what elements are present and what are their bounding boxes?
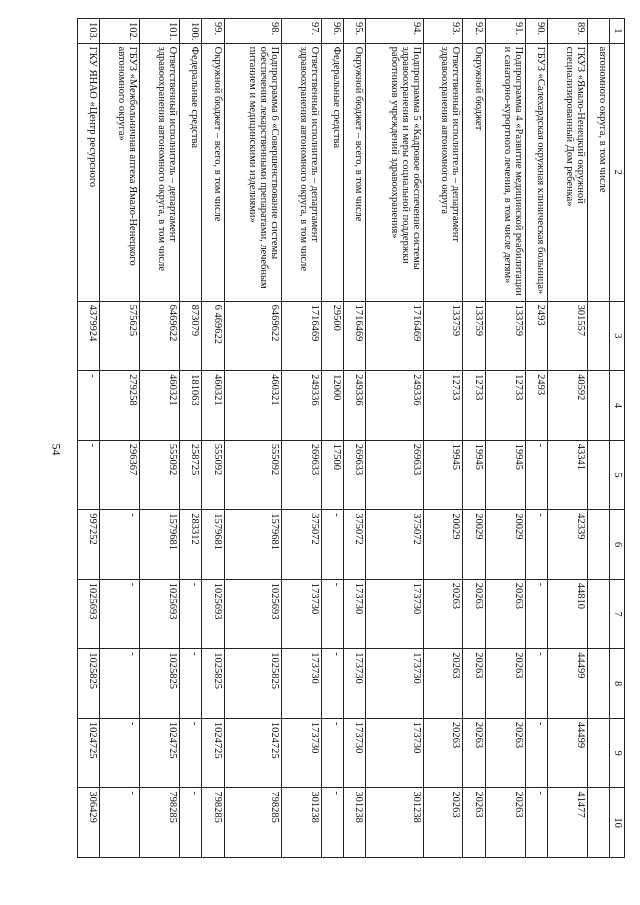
value-cell: 555092 xyxy=(140,440,180,510)
table-row xyxy=(366,19,423,858)
value-cell: 1025693 xyxy=(224,579,281,649)
value-cell: 20263 xyxy=(423,718,463,788)
value-cell: - xyxy=(321,579,343,649)
value-cell xyxy=(587,788,609,858)
column-header: 10 xyxy=(610,788,625,858)
value-cell: 258725 xyxy=(180,440,202,510)
value-cell: 279258 xyxy=(100,371,140,441)
value-cell: - xyxy=(100,788,140,858)
value-cell: 2493 xyxy=(525,301,547,371)
value-cell: 1025693 xyxy=(78,579,100,649)
value-cell: - xyxy=(100,718,140,788)
value-cell: 20263 xyxy=(423,649,463,719)
value-cell: 6469622 xyxy=(140,301,180,371)
value-cell: 1025693 xyxy=(202,579,224,649)
column-header: 1 xyxy=(610,19,625,44)
value-cell: 375072 xyxy=(344,510,366,580)
value-cell: 460321 xyxy=(224,371,281,441)
value-cell: 173730 xyxy=(281,649,321,719)
value-cell: - xyxy=(525,788,547,858)
row-number: 103. xyxy=(78,19,100,44)
column-header: 8 xyxy=(610,649,625,719)
value-cell: 173730 xyxy=(366,649,423,719)
value-cell: 43341 xyxy=(547,440,587,510)
value-cell: 306429 xyxy=(78,788,100,858)
value-cell: 19945 xyxy=(485,440,525,510)
value-cell: - xyxy=(180,788,202,858)
row-number: 90. xyxy=(525,19,547,44)
row-number: 92. xyxy=(463,19,485,44)
value-cell: 40592 xyxy=(547,371,587,441)
value-cell: - xyxy=(525,718,547,788)
value-cell: 269633 xyxy=(281,440,321,510)
value-cell: 20029 xyxy=(463,510,485,580)
value-cell: 1579681 xyxy=(224,510,281,580)
value-cell: 269633 xyxy=(366,440,423,510)
row-label: ГКУЗ «Ямало-Ненецкий окружной специализированный Дом ребенка» xyxy=(547,43,587,301)
value-cell: 249336 xyxy=(366,371,423,441)
value-cell xyxy=(587,301,609,371)
value-cell: 133759 xyxy=(423,301,463,371)
value-cell: 1024725 xyxy=(202,718,224,788)
value-cell: 1716469 xyxy=(281,301,321,371)
value-cell: - xyxy=(321,510,343,580)
value-cell: 41477 xyxy=(547,788,587,858)
value-cell: 1024725 xyxy=(78,718,100,788)
value-cell: 375072 xyxy=(281,510,321,580)
row-number: 97. xyxy=(281,19,321,44)
column-header: 5 xyxy=(610,440,625,510)
value-cell: 20263 xyxy=(423,579,463,649)
row-number: 102. xyxy=(100,19,140,44)
value-cell: 42339 xyxy=(547,510,587,580)
value-cell: 20263 xyxy=(463,649,485,719)
value-cell: 873079 xyxy=(180,301,202,371)
value-cell: 555092 xyxy=(224,440,281,510)
value-cell: 301557 xyxy=(547,301,587,371)
value-cell: 375072 xyxy=(366,510,423,580)
value-cell: 173730 xyxy=(281,718,321,788)
table-row xyxy=(463,19,485,858)
column-header: 6 xyxy=(610,510,625,580)
row-label: ГКУ ЯНАО «Центр ресурсного xyxy=(78,43,100,301)
row-label: Подпрограмма 6 «Совершенствование системы обеспечения лекарственными препаратами, лечебным питанием и медицинскими изделиями» xyxy=(224,43,281,301)
table-row xyxy=(587,19,609,858)
row-number xyxy=(587,19,609,44)
value-cell: 6 469622 xyxy=(202,301,224,371)
value-cell: 12733 xyxy=(485,371,525,441)
value-cell: 20263 xyxy=(423,788,463,858)
row-label: ГБУЗ «Салехардская окружная клиническая больница» xyxy=(525,43,547,301)
value-cell: 181063 xyxy=(180,371,202,441)
row-number: 101. xyxy=(140,19,180,44)
table-row xyxy=(202,19,224,858)
value-cell: 20263 xyxy=(463,718,485,788)
header-row xyxy=(610,19,625,858)
value-cell: 283312 xyxy=(180,510,202,580)
row-label: Окружной бюджет – всего, в том числе xyxy=(344,43,366,301)
table-row xyxy=(180,19,202,858)
table-row xyxy=(140,19,180,858)
table-row xyxy=(344,19,366,858)
value-cell: 44499 xyxy=(547,718,587,788)
value-cell: 44810 xyxy=(547,579,587,649)
value-cell: 12733 xyxy=(423,371,463,441)
row-number: 100. xyxy=(180,19,202,44)
value-cell: 1025825 xyxy=(224,649,281,719)
column-header: 7 xyxy=(610,579,625,649)
value-cell: 1024725 xyxy=(224,718,281,788)
table-row xyxy=(525,19,547,858)
value-cell: 555092 xyxy=(202,440,224,510)
value-cell: 798285 xyxy=(202,788,224,858)
row-number: 99. xyxy=(202,19,224,44)
column-header: 9 xyxy=(610,718,625,788)
value-cell xyxy=(587,579,609,649)
value-cell: 17500 xyxy=(321,440,343,510)
row-number: 95. xyxy=(344,19,366,44)
value-cell: 20263 xyxy=(463,579,485,649)
value-cell: 20263 xyxy=(485,718,525,788)
value-cell: 301238 xyxy=(281,788,321,858)
value-cell: 1579681 xyxy=(202,510,224,580)
table-row xyxy=(100,19,140,858)
value-cell: 301238 xyxy=(344,788,366,858)
table-row xyxy=(485,19,525,858)
value-cell: - xyxy=(180,649,202,719)
row-label: ГБУЗ «Межбольничная аптека Ямало-Ненецкого автономного округа» xyxy=(100,43,140,301)
column-header: 3 xyxy=(610,301,625,371)
row-label: Ответственный исполнитель – департамент здравоохранения автономного округа, в том числе xyxy=(281,43,321,301)
table-row xyxy=(547,19,587,858)
value-cell: 19945 xyxy=(423,440,463,510)
row-label: Федеральные средства xyxy=(180,43,202,301)
value-cell: 173730 xyxy=(366,718,423,788)
value-cell xyxy=(587,371,609,441)
value-cell: - xyxy=(525,579,547,649)
row-number: 96. xyxy=(321,19,343,44)
value-cell: 173730 xyxy=(344,579,366,649)
value-cell: 173730 xyxy=(344,649,366,719)
value-cell: 133759 xyxy=(485,301,525,371)
value-cell: 20263 xyxy=(485,649,525,719)
table-row xyxy=(423,19,463,858)
value-cell: 460321 xyxy=(140,371,180,441)
row-number: 93. xyxy=(423,19,463,44)
value-cell: 29500 xyxy=(321,301,343,371)
budget-table xyxy=(77,18,625,858)
value-cell: 20263 xyxy=(485,579,525,649)
value-cell: 798285 xyxy=(140,788,180,858)
value-cell: 249336 xyxy=(281,371,321,441)
value-cell: 1579681 xyxy=(140,510,180,580)
value-cell: - xyxy=(180,579,202,649)
value-cell: 2493 xyxy=(525,371,547,441)
row-label: Подпрограмма 4 «Развитие медицинской реабилитации и санаторно-курортного лечения, в том числе детям» xyxy=(485,43,525,301)
value-cell xyxy=(587,440,609,510)
value-cell: 173730 xyxy=(281,579,321,649)
value-cell: - xyxy=(321,718,343,788)
value-cell: 20029 xyxy=(485,510,525,580)
row-label: Ответственный исполнитель – департамент здравоохранения автономного округа xyxy=(423,43,463,301)
row-number: 94. xyxy=(366,19,423,44)
value-cell: - xyxy=(100,649,140,719)
page-number: 54 xyxy=(49,443,64,456)
value-cell: - xyxy=(180,718,202,788)
value-cell: 133759 xyxy=(463,301,485,371)
value-cell: 1716469 xyxy=(344,301,366,371)
table-row xyxy=(321,19,343,858)
value-cell: 798285 xyxy=(224,788,281,858)
value-cell: 20029 xyxy=(423,510,463,580)
value-cell: 19945 xyxy=(463,440,485,510)
rotated-table-wrapper xyxy=(77,18,625,858)
table-row xyxy=(224,19,281,858)
row-number: 98. xyxy=(224,19,281,44)
value-cell: - xyxy=(78,371,100,441)
row-label: автономного округа, в том числе xyxy=(587,43,609,301)
value-cell xyxy=(587,510,609,580)
value-cell: - xyxy=(321,788,343,858)
value-cell: - xyxy=(321,649,343,719)
value-cell xyxy=(587,718,609,788)
value-cell: - xyxy=(525,440,547,510)
row-number: 91. xyxy=(485,19,525,44)
value-cell: 1025825 xyxy=(78,649,100,719)
value-cell: 1716469 xyxy=(366,301,423,371)
value-cell: 997252 xyxy=(78,510,100,580)
row-label: Окружной бюджет xyxy=(463,43,485,301)
value-cell: - xyxy=(100,510,140,580)
table-row xyxy=(281,19,321,858)
value-cell: 1025825 xyxy=(140,649,180,719)
value-cell: - xyxy=(525,510,547,580)
row-label: Подпрограмма 5 «Кадровое обеспечение системы здравоохранения и меры социальной поддержки работников учреждений здравоохранения» xyxy=(366,43,423,301)
row-label: Федеральные средства xyxy=(321,43,343,301)
value-cell: 269633 xyxy=(344,440,366,510)
value-cell: - xyxy=(100,579,140,649)
value-cell: 296367 xyxy=(100,440,140,510)
column-header: 2 xyxy=(610,43,625,301)
value-cell: 249336 xyxy=(344,371,366,441)
row-label: Окружной бюджет – всего, в том числе xyxy=(202,43,224,301)
value-cell xyxy=(587,649,609,719)
value-cell: 1025693 xyxy=(140,579,180,649)
value-cell: - xyxy=(525,649,547,719)
value-cell: 20263 xyxy=(485,788,525,858)
row-number: 89. xyxy=(547,19,587,44)
value-cell: 6469622 xyxy=(224,301,281,371)
value-cell: 12733 xyxy=(463,371,485,441)
value-cell: 44499 xyxy=(547,649,587,719)
table-row xyxy=(78,19,100,858)
value-cell: 12000 xyxy=(321,371,343,441)
column-header: 4 xyxy=(610,371,625,441)
value-cell: 575625 xyxy=(100,301,140,371)
row-label: Ответственный исполнитель – департамент здравоохранения автономного округа, в том числе xyxy=(140,43,180,301)
value-cell: 301238 xyxy=(366,788,423,858)
value-cell: 1025825 xyxy=(202,649,224,719)
value-cell: 1024725 xyxy=(140,718,180,788)
value-cell: 173730 xyxy=(366,579,423,649)
value-cell: 460321 xyxy=(202,371,224,441)
value-cell: 173730 xyxy=(344,718,366,788)
value-cell: - xyxy=(78,440,100,510)
value-cell: 20263 xyxy=(463,788,485,858)
value-cell: 4379924 xyxy=(78,301,100,371)
